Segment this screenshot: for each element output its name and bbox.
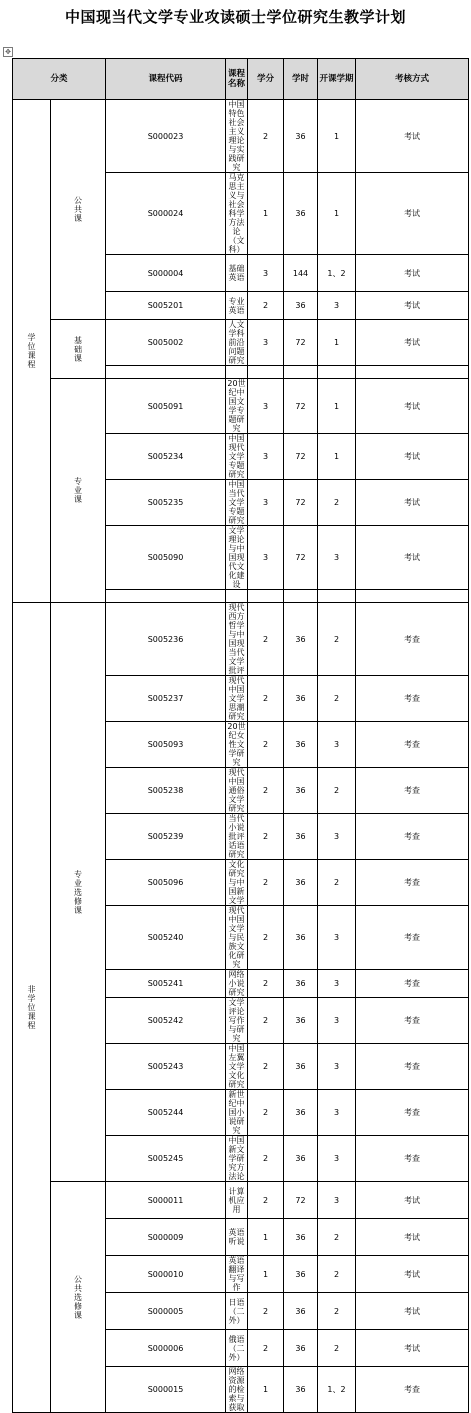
course-credit: 2 xyxy=(248,292,284,320)
curriculum-table xyxy=(12,58,469,1413)
course-credit: 3 xyxy=(248,434,284,480)
table-row xyxy=(13,100,469,173)
course-code: S005245 xyxy=(106,1136,226,1182)
course-exam: 考试 xyxy=(356,480,469,526)
course-credit: 3 xyxy=(248,255,284,292)
course-exam: 考试 xyxy=(356,255,469,292)
course-hours: 72 xyxy=(284,1182,318,1219)
course-credit: 3 xyxy=(248,379,284,434)
course-semester: 2 xyxy=(318,603,356,676)
course-hours: 36 xyxy=(284,1090,318,1136)
course-name xyxy=(226,590,248,603)
course-semester: 3 xyxy=(318,1090,356,1136)
course-code: S000015 xyxy=(106,1367,226,1413)
course-credit: 3 xyxy=(248,320,284,366)
course-credit: 2 xyxy=(248,860,284,906)
course-credit: 1 xyxy=(248,1256,284,1293)
course-semester: 1 xyxy=(318,320,356,366)
course-name: 网络小说研究 xyxy=(226,970,248,998)
course-semester: 1 xyxy=(318,173,356,255)
course-hours: 72 xyxy=(284,434,318,480)
course-exam: 考试 xyxy=(356,320,469,366)
table-row xyxy=(13,320,469,366)
course-credit: 3 xyxy=(248,480,284,526)
header-name: 课程名称 xyxy=(226,59,248,100)
course-exam: 考查 xyxy=(356,814,469,860)
course-name: 现代中国通俗文学研究 xyxy=(226,768,248,814)
course-exam: 考查 xyxy=(356,603,469,676)
course-exam: 考查 xyxy=(356,676,469,722)
course-semester: 1、2 xyxy=(318,255,356,292)
course-name: 俄语（二外） xyxy=(226,1330,248,1367)
course-exam: 考查 xyxy=(356,998,469,1044)
course-credit: 3 xyxy=(248,526,284,590)
course-hours: 72 xyxy=(284,320,318,366)
course-code: S000011 xyxy=(106,1182,226,1219)
course-name: 计算机应用 xyxy=(226,1182,248,1219)
course-credit: 1 xyxy=(248,1367,284,1413)
course-code: S005243 xyxy=(106,1044,226,1090)
course-code: S005235 xyxy=(106,480,226,526)
course-semester: 3 xyxy=(318,526,356,590)
course-code: S000009 xyxy=(106,1219,226,1256)
course-name: 马克思主义与社会科学方法论（文科） xyxy=(226,173,248,255)
course-exam: 考查 xyxy=(356,768,469,814)
course-code: S005240 xyxy=(106,906,226,970)
header-category: 分类 xyxy=(13,59,106,100)
course-exam: 考试 xyxy=(356,292,469,320)
course-name: 当代小说批评话语研究 xyxy=(226,814,248,860)
course-exam: 考试 xyxy=(356,1330,469,1367)
course-name: 现代中国文学思潮研究 xyxy=(226,676,248,722)
course-code: S000005 xyxy=(106,1293,226,1330)
header-credit: 学分 xyxy=(248,59,284,100)
course-exam: 考查 xyxy=(356,1090,469,1136)
course-hours: 36 xyxy=(284,906,318,970)
course-credit: 2 xyxy=(248,722,284,768)
header-row xyxy=(13,59,469,100)
course-code: S005002 xyxy=(106,320,226,366)
course-hours: 36 xyxy=(284,603,318,676)
course-code: S000024 xyxy=(106,173,226,255)
course-credit: 2 xyxy=(248,814,284,860)
course-credit: 2 xyxy=(248,100,284,173)
course-hours: 144 xyxy=(284,255,318,292)
course-hours xyxy=(284,366,318,379)
course-credit xyxy=(248,366,284,379)
header-hours: 学时 xyxy=(284,59,318,100)
course-hours: 36 xyxy=(284,1330,318,1367)
course-semester: 3 xyxy=(318,970,356,998)
course-semester: 2 xyxy=(318,1256,356,1293)
course-code: S005244 xyxy=(106,1090,226,1136)
table-row xyxy=(13,379,469,434)
course-code: S005091 xyxy=(106,379,226,434)
course-name: 日语（二外） xyxy=(226,1293,248,1330)
group-public-courses: 公 共 课 xyxy=(51,100,106,320)
header-semester: 开课学期 xyxy=(318,59,356,100)
course-name: 文学评论写作与研究 xyxy=(226,998,248,1044)
course-credit: 1 xyxy=(248,1219,284,1256)
course-exam: 考查 xyxy=(356,1136,469,1182)
group-major-elective-courses: 专 业 选 修 课 xyxy=(51,603,106,1182)
course-exam: 考试 xyxy=(356,1219,469,1256)
course-semester xyxy=(318,366,356,379)
table-move-handle-icon[interactable]: ✥ xyxy=(3,47,13,57)
course-exam: 考查 xyxy=(356,970,469,998)
course-name: 基础英语 xyxy=(226,255,248,292)
course-name: 中国新文学研究方法论 xyxy=(226,1136,248,1182)
course-hours: 36 xyxy=(284,814,318,860)
header-exam: 考核方式 xyxy=(356,59,469,100)
course-name: 中国当代文学专题研究 xyxy=(226,480,248,526)
course-code: S005201 xyxy=(106,292,226,320)
course-code: S005237 xyxy=(106,676,226,722)
group-major-courses: 专 业 课 xyxy=(51,379,106,603)
course-credit: 2 xyxy=(248,998,284,1044)
course-semester: 3 xyxy=(318,906,356,970)
course-name: 中国特色社会主义理论与实践研究 xyxy=(226,100,248,173)
course-hours: 36 xyxy=(284,1367,318,1413)
course-semester: 3 xyxy=(318,292,356,320)
course-name: 文化研究与中国新文学 xyxy=(226,860,248,906)
course-semester: 1、2 xyxy=(318,1367,356,1413)
course-semester: 3 xyxy=(318,814,356,860)
course-hours: 72 xyxy=(284,379,318,434)
course-code: S005236 xyxy=(106,603,226,676)
course-credit xyxy=(248,590,284,603)
course-code: S005234 xyxy=(106,434,226,480)
course-name: 新世纪中国小说研究 xyxy=(226,1090,248,1136)
course-semester: 3 xyxy=(318,722,356,768)
course-credit: 2 xyxy=(248,1182,284,1219)
course-hours: 72 xyxy=(284,480,318,526)
course-name: 英语翻译与写作 xyxy=(226,1256,248,1293)
course-hours: 36 xyxy=(284,1256,318,1293)
course-semester: 2 xyxy=(318,1219,356,1256)
course-name: 中国左翼文学文化研究 xyxy=(226,1044,248,1090)
course-exam: 考查 xyxy=(356,1367,469,1413)
course-name: 文学理论与中国现代文化建设 xyxy=(226,526,248,590)
course-semester: 3 xyxy=(318,998,356,1044)
course-name: 现代中国文学与民族文化研究 xyxy=(226,906,248,970)
course-exam: 考试 xyxy=(356,526,469,590)
course-name: 英语听说 xyxy=(226,1219,248,1256)
course-exam: 考试 xyxy=(356,379,469,434)
course-code: S005093 xyxy=(106,722,226,768)
course-credit: 2 xyxy=(248,1330,284,1367)
course-semester: 2 xyxy=(318,1293,356,1330)
course-hours: 36 xyxy=(284,1136,318,1182)
course-credit: 2 xyxy=(248,1136,284,1182)
course-name: 人文学科前沿问题研究 xyxy=(226,320,248,366)
course-hours: 36 xyxy=(284,173,318,255)
course-name xyxy=(226,366,248,379)
course-name: 网络资源的检索与获取 xyxy=(226,1367,248,1413)
course-code: S000006 xyxy=(106,1330,226,1367)
course-credit: 2 xyxy=(248,1090,284,1136)
course-code: S005238 xyxy=(106,768,226,814)
course-semester xyxy=(318,590,356,603)
group-nondegree-courses: 非 学 位 课 程 xyxy=(13,603,51,1413)
course-hours: 36 xyxy=(284,100,318,173)
course-hours: 36 xyxy=(284,676,318,722)
course-exam: 考试 xyxy=(356,1293,469,1330)
course-semester: 2 xyxy=(318,676,356,722)
course-exam: 考查 xyxy=(356,1044,469,1090)
course-semester: 1 xyxy=(318,379,356,434)
course-semester: 1 xyxy=(318,434,356,480)
course-semester: 3 xyxy=(318,1182,356,1219)
course-credit: 2 xyxy=(248,768,284,814)
course-exam xyxy=(356,590,469,603)
course-credit: 2 xyxy=(248,1044,284,1090)
course-credit: 2 xyxy=(248,906,284,970)
course-code: S000004 xyxy=(106,255,226,292)
course-hours: 36 xyxy=(284,1219,318,1256)
course-hours: 36 xyxy=(284,970,318,998)
table-row xyxy=(13,1182,469,1219)
course-hours: 36 xyxy=(284,998,318,1044)
course-exam: 考查 xyxy=(356,722,469,768)
course-credit: 1 xyxy=(248,173,284,255)
header-code: 课程代码 xyxy=(106,59,226,100)
course-hours: 36 xyxy=(284,1044,318,1090)
course-hours xyxy=(284,590,318,603)
course-hours: 36 xyxy=(284,722,318,768)
course-name: 现代西方哲学与中国现当代文学批评 xyxy=(226,603,248,676)
course-semester: 3 xyxy=(318,1044,356,1090)
course-semester: 2 xyxy=(318,1330,356,1367)
course-exam: 考试 xyxy=(356,434,469,480)
course-code xyxy=(106,590,226,603)
course-semester: 1 xyxy=(318,100,356,173)
course-semester: 2 xyxy=(318,768,356,814)
course-hours: 36 xyxy=(284,1293,318,1330)
group-public-elective-courses: 公 共 选 修 课 xyxy=(51,1182,106,1413)
course-hours: 36 xyxy=(284,768,318,814)
course-semester: 3 xyxy=(318,1136,356,1182)
course-name: 20世纪中国文学专题研究 xyxy=(227,379,246,433)
course-exam: 考试 xyxy=(356,100,469,173)
course-code: S000010 xyxy=(106,1256,226,1293)
course-hours: 72 xyxy=(284,526,318,590)
course-exam: 考查 xyxy=(356,906,469,970)
course-semester: 2 xyxy=(318,860,356,906)
course-exam: 考试 xyxy=(356,1256,469,1293)
course-credit: 2 xyxy=(248,603,284,676)
group-basic-courses: 基 础 课 xyxy=(51,320,106,379)
page-title: 中国现当代文学专业攻读硕士学位研究生教学计划 xyxy=(64,8,406,26)
course-code: S000023 xyxy=(106,100,226,173)
course-name: 中国现代文学专题研究 xyxy=(226,434,248,480)
course-exam: 考试 xyxy=(356,1182,469,1219)
course-code: S005090 xyxy=(106,526,226,590)
course-hours: 36 xyxy=(284,860,318,906)
course-code: S005242 xyxy=(106,998,226,1044)
course-code: S005241 xyxy=(106,970,226,998)
course-name: 专业英语 xyxy=(226,292,248,320)
course-hours: 36 xyxy=(284,292,318,320)
course-code: S005239 xyxy=(106,814,226,860)
course-exam: 考试 xyxy=(356,173,469,255)
course-code xyxy=(106,366,226,379)
course-exam: 考查 xyxy=(356,860,469,906)
table-row xyxy=(13,603,469,676)
table-body xyxy=(13,100,469,1413)
course-semester: 2 xyxy=(318,480,356,526)
course-credit: 2 xyxy=(248,970,284,998)
course-exam xyxy=(356,366,469,379)
course-credit: 2 xyxy=(248,676,284,722)
group-degree-courses: 学 位 课 程 xyxy=(13,100,51,603)
course-code: S005096 xyxy=(106,860,226,906)
course-credit: 2 xyxy=(248,1293,284,1330)
course-name: 20世纪女性文学研究 xyxy=(227,722,246,767)
